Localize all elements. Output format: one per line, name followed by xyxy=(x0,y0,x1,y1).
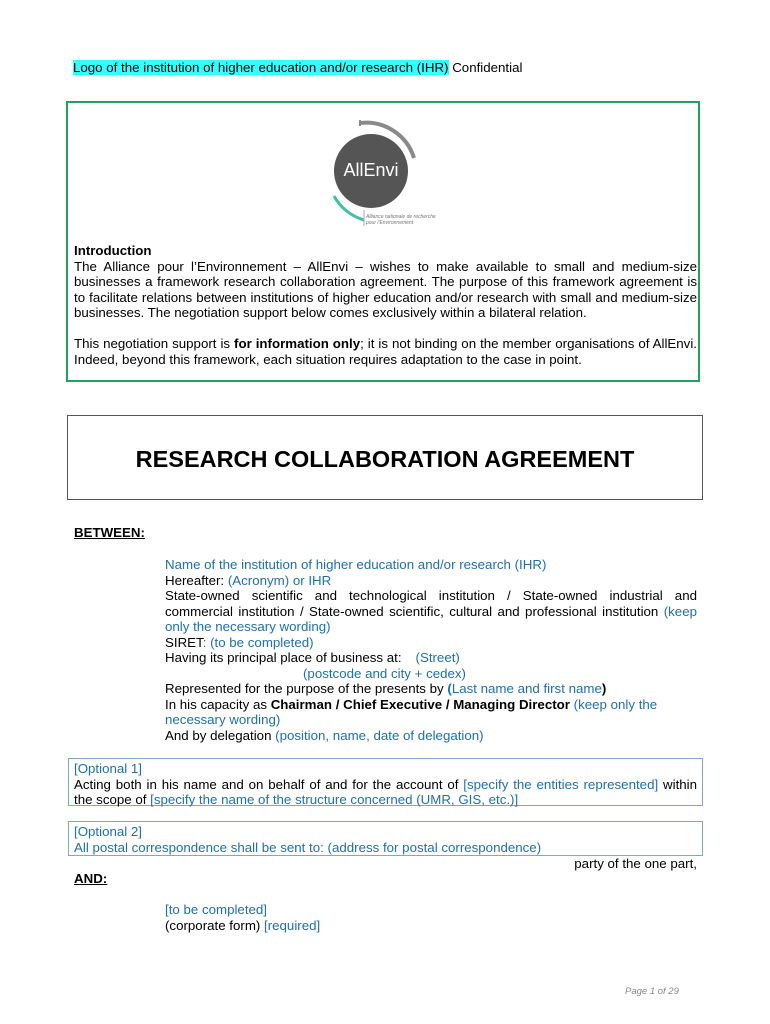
optional-1-text: Acting both in his name and on behalf of and for the account of [specify the entities represented] within the scope of [specify the name of the structure concerned (UMR, GIS, etc.)] xyxy=(74,776,698,807)
introduction-section xyxy=(74,243,697,367)
logo-tagline-1: Alliance nationale de recherche xyxy=(366,214,436,220)
party-one-postcode: (postcode and city + cedex) xyxy=(303,665,466,681)
agreement-title: RESEARCH COLLABORATION AGREEMENT xyxy=(135,446,635,472)
logo-tagline-2: pour l'Environnement xyxy=(366,220,414,226)
confidential-label: Confidential xyxy=(448,60,523,75)
title-box xyxy=(67,415,703,500)
party-one-part-label: party of the one part, xyxy=(574,856,697,871)
optional-2-box xyxy=(68,821,703,856)
allenvi-logo xyxy=(330,118,450,230)
party-one-address: Having its principal place of business at: (Street) xyxy=(165,650,460,665)
header-line xyxy=(73,60,522,75)
introduction-heading: Introduction xyxy=(74,243,152,258)
optional-2-text: All postal correspondence shall be sent to: (address for postal correspondence) xyxy=(74,839,542,855)
party-one-capacity: In his capacity as Chairman / Chief Executive / Managing Director (keep only the necessary wording) xyxy=(165,696,658,727)
allenvi-logo-graphic xyxy=(330,118,450,230)
party-one-siret: SIRET: (to be completed) xyxy=(165,634,314,650)
party-one-block xyxy=(165,557,697,743)
optional-1-box xyxy=(68,758,703,806)
between-label: BETWEEN: xyxy=(74,525,145,540)
page-number: Page 1 of 29 xyxy=(625,986,679,997)
party-two-corporate-form: (corporate form) [required] xyxy=(165,917,321,933)
party-one-delegation: And by delegation (position, name, date of delegation) xyxy=(165,727,484,743)
party-one-hereafter: Hereafter: (Acronym) or IHR xyxy=(165,572,332,588)
introduction-paragraph-1: The Alliance pour l’Environnement – AllEnvi – wishes to make available to small and medium-size businesses a framework research collaboration agreement. The purpose of this framework agreement is to facilitate relations between institutions of higher education and/or research with small and medium-size businesses. The negotiation support below comes exclusively within a bilateral relation. xyxy=(74,258,697,321)
optional-1-label: [Optional 1] xyxy=(74,761,143,776)
party-two-name: [to be completed] xyxy=(165,902,268,917)
optional-2-label: [Optional 2] xyxy=(74,824,143,839)
and-label: AND: xyxy=(74,871,108,886)
party-one-represented: Represented for the purpose of the presents by (Last name and first name) xyxy=(165,681,607,696)
party-one-name: Name of the institution of higher education and/or research (IHR) xyxy=(165,557,547,572)
logo-name: AllEnvi xyxy=(343,160,399,180)
party-one-status: State-owned scientific and technological institution / State-owned industrial and commercial institution / State-owned scientific, cultural and professional institution (keep only the necessary wording) xyxy=(165,588,697,634)
party-two-block xyxy=(165,902,320,933)
ihr-logo-placeholder: Logo of the institution of higher education and/or research (IHR) xyxy=(73,60,449,75)
introduction-paragraph-2: This negotiation support is for information only; it is not binding on the member organisations of AllEnvi. Indeed, beyond this framework, each situation requires adaptation to the case in point. xyxy=(74,335,697,367)
